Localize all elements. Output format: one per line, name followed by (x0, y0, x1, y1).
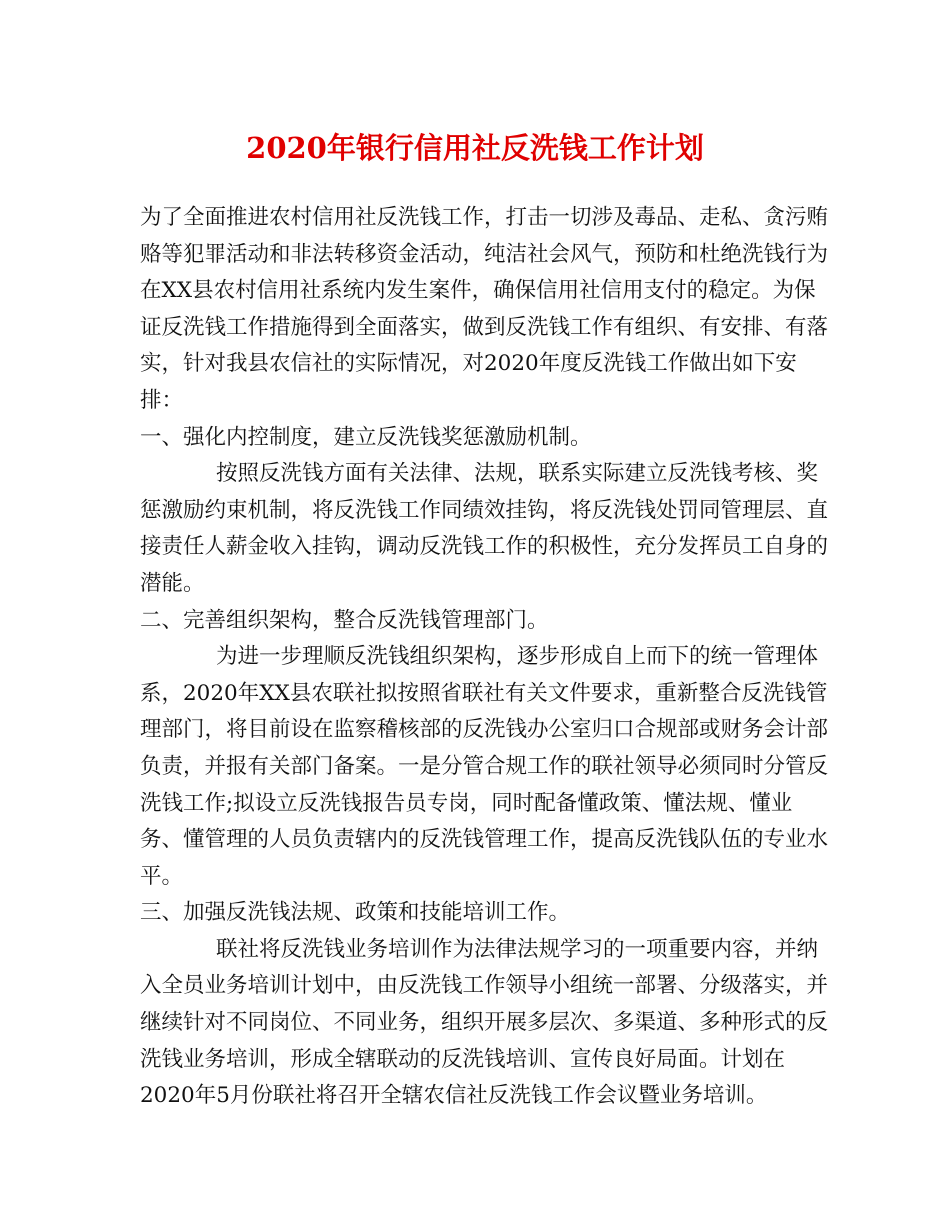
document-body (140, 200, 830, 1115)
intro-paragraph: 为了全面推进农村信用社反洗钱工作，打击一切涉及毒品、走私、贪污贿赂等犯罪活动和非法转移资金活动，纯洁社会风气，预防和杜绝洗钱行为在XX县农村信用社系统内发生案件，确保信用社信用支付的稳定。为保证反洗钱工作措施得到全面落实，做到反洗钱工作有组织、有安排、有落实，针对我县农信社的实际情况，对2020年度反洗钱工作做出如下安排： (140, 205, 829, 413)
section-heading-2: 二、完善组织架构，整合反洗钱管理部门。 (140, 607, 549, 633)
section-heading-1: 一、强化内控制度，建立反洗钱奖惩激励机制。 (140, 424, 592, 450)
document-title: 2020年银行信用社反洗钱工作计划 (246, 131, 704, 165)
section-3-paragraph: 联社将反洗钱业务培训作为法律法规学习的一项重要内容，并纳入全员业务培训计划中，由反洗钱工作领导小组统一部署、分级落实，并继续针对不同岗位、不同业务，组织开展多层次、多渠道、多种形式的反洗钱业务培训，形成全辖联动的反洗钱培训、宣传良好局面。计划在2020年5月份联社将召开全辖农信社反洗钱工作会议暨业务培训。 (140, 936, 829, 1109)
section-2-paragraph: 为进一步理顺反洗钱组织架构，逐步形成自上而下的统一管理体系，2020年XX县农联社拟按照省联社有关文件要求，重新整合反洗钱管理部门，将目前设在监察稽核部的反洗钱办公室归口合规部或财务会计部负责，并报有关部门备案。一是分管合规工作的联社领导必须同时分管反洗钱工作;拟设立反洗钱报告员专岗，同时配备懂政策、懂法规、懂业务、懂管理的人员负责辖内的反洗钱管理工作，提高反洗钱队伍的专业水平。 (140, 644, 829, 889)
section-1-paragraph: 按照反洗钱方面有关法律、法规，联系实际建立反洗钱考核、奖惩激励约束机制，将反洗钱工作同绩效挂钩，将反洗钱处罚同管理层、直接责任人薪金收入挂钩，调动反洗钱工作的积极性，充分发挥员工自身的潜能。 (140, 461, 829, 596)
section-heading-3: 三、加强反洗钱法规、政策和技能培训工作。 (140, 900, 571, 926)
